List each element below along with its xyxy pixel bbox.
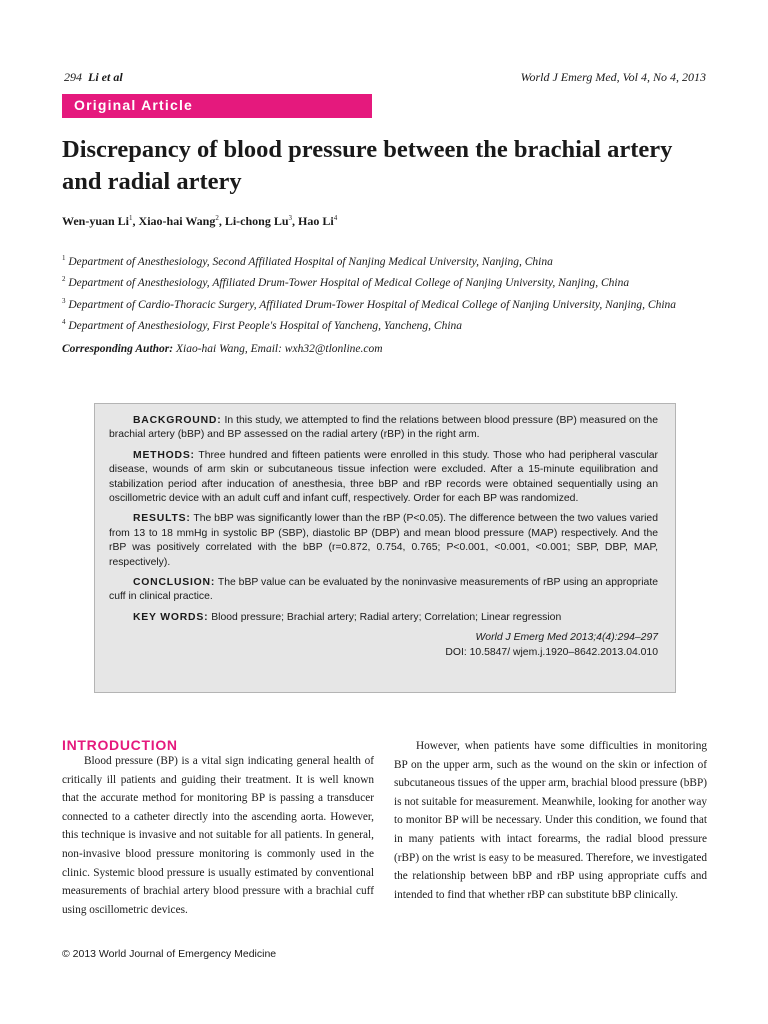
corresponding-label: Corresponding Author: — [62, 343, 174, 355]
affiliation-number: 1 — [62, 254, 66, 262]
intro-paragraph-2: However, when patients have some difficulties in monitoring BP on the upper arm, such as the wound on the skin or infection of subcutaneous tissues of the upper arm, brachial blood pressure (bBP) is not suitable for measurement. Meanwhile, looking for another way to monitor BP will be necessary. Under this condition, we found that in many patients with intact forearms, the radial blood pressure (rBP) on the wrist is easy to be measured. Therefore, we investigated the relationship between bBP and rBP using appropriate cuffs and intended to find that whether rBP can substitute bBP clinically. — [394, 740, 707, 901]
results-heading: RESULTS: — [133, 513, 191, 525]
citation: World J Emerg Med 2013;4(4):294–297 — [475, 632, 658, 644]
affiliation-number: 3 — [62, 296, 66, 305]
affiliation-text: Department of Cardio-Thoracic Surgery, Affiliated Drum-Tower Hospital of Medical College of Nanjing University, Nanjing, China — [68, 298, 677, 311]
affiliation-item — [62, 271, 710, 292]
author-name: Li-chong Lu — [224, 214, 289, 228]
abstract-background — [109, 414, 658, 443]
affiliation-text: Department of Anesthesiology, Second Affiliated Hospital of Nanjing Medical University, Nanjing, China — [68, 255, 553, 268]
intro-paragraph-1: Blood pressure (BP) is a vital sign indicating general health of critically ill patients and guiding their treatment. It is well known that the accurate method for monitoring BP is passing a transducer connected to a catheter directly into the ascending aorta. However, this technique is invasive and not suitable for all patients. In general, non-invasive blood pressure monitoring is commonly used in the clinic. Systemic blood pressure is usually estimated by conventional measurements of brachial artery blood pressure with a brachial cuff using oscillometric devices. — [62, 755, 374, 916]
article-type-banner — [62, 94, 372, 118]
affiliation-text: Department of Anesthesiology, Affiliated Drum-Tower Hospital of Medical College of Nanjing University, Nanjing, China — [68, 277, 630, 290]
keywords-heading: KEY WORDS: — [133, 611, 209, 623]
abstract-results — [109, 512, 658, 570]
affiliation-item — [62, 293, 710, 314]
introduction-heading: INTRODUCTION — [62, 737, 178, 753]
article-title: Discrepancy of blood pressure between the brachial artery and radial artery — [62, 136, 673, 195]
running-header-left — [64, 70, 123, 85]
affiliation-item — [62, 314, 710, 335]
results-text: The bBP was significantly lower than the rBP (P<0.05). The difference between the two values varied from 13 to 18 mmHg in systolic BP (SBP), diastolic BP (DBP) and mean blood pressure (MAP) respectively. And the rBP was positively correlated with the bBP (r=0.872, 0.754, 0.765; P<0.001, <0.001, <0.001; SBP, DBP, MAP, respectively). — [109, 513, 658, 568]
author-name: Hao Li — [298, 214, 334, 228]
author-affil-mark: 3 — [288, 214, 293, 222]
abstract-box — [94, 403, 676, 693]
author-affil-mark: 1 — [129, 214, 133, 222]
conclusion-text: The bBP value can be evaluated by the noninvasive measurements of rBP using an appropriate cuff in clinical practice. — [109, 577, 659, 603]
background-heading: BACKGROUND: — [133, 415, 222, 426]
corresponding-text: Xiao-hai Wang, Email: wxh32@tlonline.com — [175, 343, 383, 355]
affiliation-number: 4 — [62, 317, 66, 326]
background-text: In this study, we attempted to find the relations between blood pressure (BP) measured on the brachial artery (bBP) and BP assessed on the radial artery (rBP) in the right arm. — [109, 415, 658, 441]
affiliation-item — [62, 250, 710, 271]
methods-heading: METHODS: — [133, 449, 195, 461]
keywords-text: Blood pressure; Brachial artery; Radial artery; Correlation; Linear regression — [211, 611, 562, 623]
methods-text: Three hundred and fifteen patients were enrolled in this study. Those who had peripheral vascular disease, wounds of arm skin or subcutaneous tissue infection were excluded. After a 15-minute equilibration and stabilization period after inducation of anesthesia, three bBP and rBP records were obtained sequentially using an oscillometric device with an adult cuff and infant cuff, respectively. Order for each BP was randomized. — [109, 449, 659, 505]
journal-reference: World J Emerg Med, Vol 4, No 4, 2013 — [520, 70, 706, 84]
running-author: Li et al — [88, 70, 123, 84]
abstract-methods — [109, 449, 658, 507]
affiliation-number: 2 — [62, 275, 66, 284]
body-column-left — [62, 752, 374, 919]
doi: DOI: 10.5847/ wjem.j.1920–8642.2013.04.010 — [445, 646, 658, 658]
author-list: Wen-yuan Li$^1$, Xiao-hai Wang$^2$, Li-chong Lu$^3$, Hao Li$^4$ — [62, 214, 338, 228]
affiliation-text: Department of Anesthesiology, First People's Hospital of Yancheng, Yancheng, China — [68, 319, 463, 332]
abstract-keywords — [109, 611, 658, 625]
article-type-label: Original Article — [74, 97, 194, 113]
author-affil-mark: 2 — [215, 214, 219, 222]
body-column-right — [394, 737, 707, 904]
author-name: Wen-yuan Li — [62, 214, 130, 228]
conclusion-heading: CONCLUSION: — [133, 577, 216, 589]
affiliation-list — [62, 250, 710, 335]
author-affil-mark: 4 — [333, 214, 338, 222]
copyright-footer: © 2013 World Journal of Emergency Medicine — [62, 948, 277, 960]
page-number: 294 — [64, 70, 82, 84]
abstract-conclusion — [109, 576, 658, 605]
author-name: Xiao-hai Wang — [138, 214, 216, 228]
corresponding-author — [62, 343, 383, 355]
